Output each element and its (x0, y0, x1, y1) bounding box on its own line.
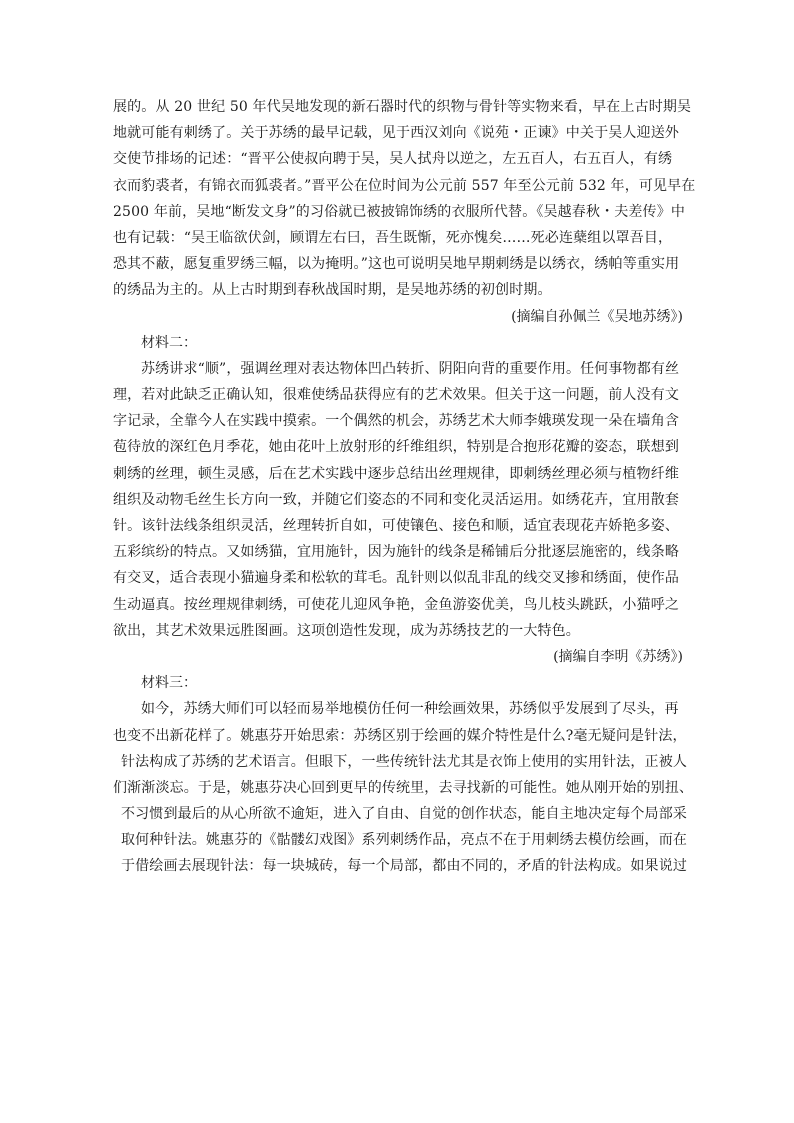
text-line: 也变不出新花样了。姚惠芬开始思索：苏绣区别于绘画的媒介特性是什么?毫无疑问是针法， (113, 727, 687, 744)
text-line: 于借绘画去展现针法：每一块城砖，每一个局部，都由不同的，矛盾的针法构成。如果说过 (121, 858, 687, 875)
text-line: 也有记载：“吴王临欲伏剑，顾谓左右曰，吾生既惭，死亦愧矣……死必连蘖组以罩吾目， (113, 229, 673, 246)
text-line: 刺绣的丝理，顿生灵感，后在艺术实践中逐步总结出丝理规律，即刺绣丝理必须与植物纤维 (113, 465, 679, 482)
text-line: 衣而豹裘者，有锦衣而狐裘者。”晋平公在位时间为公元前 557 年至公元前 532 年，可见早在 (113, 177, 696, 194)
material-two-paragraph (113, 356, 683, 644)
text-line: 2500 年前，吴地“断发文身”的习俗就已被披锦饰绣的衣服所代替。《吴越春秋・夫差传》中 (113, 203, 685, 220)
text-line: 展的。从 20 世纪 50 年代吴地发现的新石器时代的织物与骨针等实物来看，早在上古时期吴 (113, 99, 692, 115)
text-line: 不习惯到最后的从心所欲不逾矩，进入了自由、自觉的创作状态，能自主地决定每个局部采 (121, 806, 687, 823)
text-line: 针。该针法线条组织灵活，丝理转折自如，可使镶色、接色和顺，适宜表现花卉娇艳多姿、 (113, 518, 679, 534)
text-line: 苞待放的深红色月季花，她由花叶上放射形的纤维组织，特别是合抱形花瓣的姿态，联想到 (113, 439, 679, 456)
text-line: 如今，苏绣大师们可以轻而易举地模仿任何一种绘画效果，苏绣似乎发展到了尽头，再 (141, 701, 679, 718)
material-three-paragraph (113, 696, 694, 879)
text-line: 五彩缤纷的特点。又如绣猫，宜用施针，因为施针的线条是稀铺后分批逐层施密的，线条略 (113, 544, 679, 561)
text-line: 有交叉，适合表现小猫遍身柔和松软的茸毛。乱针则以似乱非乱的线交叉掺和绣面，使作品 (113, 570, 679, 587)
text-line: 们渐渐淡忘。于是，姚惠芬决心回到更早的传统里，去寻找新的可能性。她从刚开始的别扭、 (113, 779, 694, 796)
text-line: 理，若对此缺乏正确认知，很难使绣品获得应有的艺术效果。但关于这一问题，前人没有文 (113, 387, 679, 404)
text-line: 组织及动物毛丝生长方向一致，并随它们姿态的不同和变化灵活运用。如绣花卉，宜用散套 (113, 491, 679, 508)
material-three-heading: 材料三： (141, 675, 197, 692)
text-line: 地就可能有刺绣了。关于苏绣的最早记载，见于西汉刘向《说苑・正谏》中关于吴人迎送外 (113, 125, 679, 142)
material-one-source: (摘编自孙佩兰《吴地苏绣》) (511, 308, 683, 325)
text-line: 的绣品为主的。从上古时期到春秋战国时期，是吴地苏绣的初创时期。 (113, 282, 552, 299)
material-two-heading: 材料二： (141, 334, 197, 351)
text-line: 针法构成了苏绣的艺术语言。但眼下，一些传统针法尤其是衣饰上使用的实用针法，正被人 (121, 753, 687, 770)
text-line: 欲出，其艺术效果远胜图画。这项创造性发现，成为苏绣技艺的一大特色。 (113, 622, 580, 639)
text-line: 生动逼真。按丝理规律刺绣，可使花儿迎风争艳，金鱼游姿优美，鸟儿枝头跳跃，小猫呼之 (113, 596, 679, 613)
text-line: 苏绣讲求“顺”，强调丝理对表达物体凹凸转折、阴阳向背的重要作用。任何事物都有丝 (141, 360, 680, 377)
text-line: 取何种针法。姚惠芬的《骷髅幻戏图》系列刺绣作品，亮点不在于用刺绣去模仿绘画，而在 (121, 832, 687, 849)
text-line: 字记录，全靠今人在实践中摸索。一个偶然的机会，苏绣艺术大师李娥瑛发现一朵在墙角含 (113, 413, 679, 430)
text-line: 恐其不蔽，愿复重罗绣三幅，以为掩明。”这也可说明吴地早期刺绣是以绣衣，绣帕等重实用 (113, 256, 680, 273)
text-line: 交使节排场的记述：“晋平公使叔向聘于吴，吴人拭舟以逆之，左五百人，右五百人，有绣 (113, 151, 673, 168)
document-body (113, 94, 696, 880)
material-one-paragraph (113, 94, 696, 304)
material-two-source: (摘编自李明《苏绣》) (553, 648, 683, 665)
